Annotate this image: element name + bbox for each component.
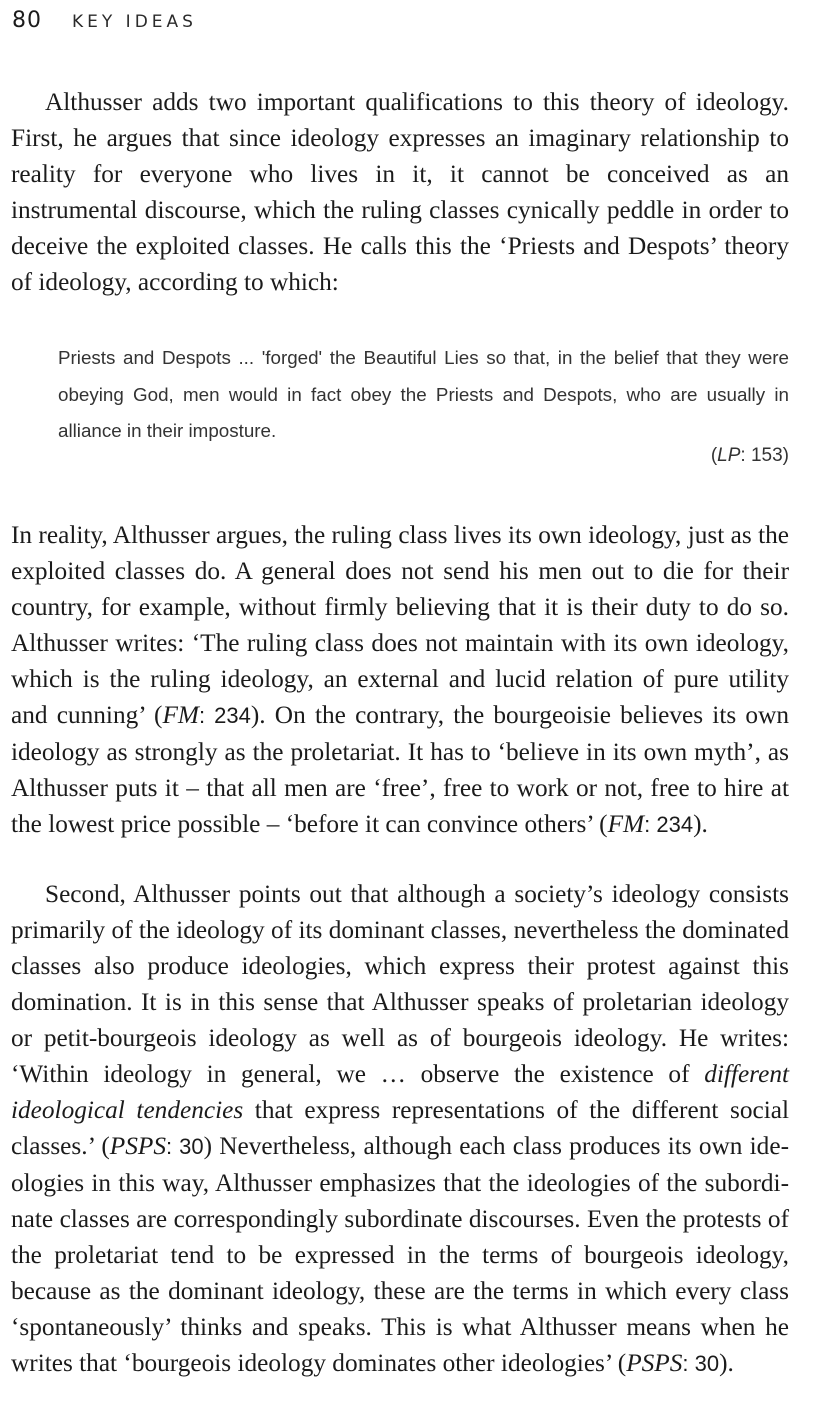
paragraph-3-part-2: that express representations of the different social classes.’ (	[11, 1096, 789, 1160]
paragraph-1-text: Althusser adds two important qualifications to this theory of ideology. First, he argues that since ideology expresses an imaginary relationship to reality for everyone who lives in it, it cannot be conceived as an instrumental discourse, which the ruling classes cynically peddle in order to deceive the exploited classes. He calls this the ‘Priests and Despots’ theory of ideology, according to which:	[11, 88, 789, 296]
paragraph-2-part-2: ). On the contrary, the bourgeoisie believes its own ideology as strongly as the proletariat. It has to ‘believe in its own myth’, as Althusser puts it – that all men are ‘free’, free to work or not, free to hire at the lowest price possible – ‘before it can convince others’ (	[11, 701, 789, 838]
citation-page: : 153)	[740, 445, 789, 466]
page-header	[12, 8, 197, 33]
paragraph-3-cite-1-source: PSPS	[109, 1132, 166, 1160]
paragraph-3	[11, 876, 789, 1382]
paragraph-2-cite-2-page: : 234	[644, 812, 694, 837]
paragraph-3-part-4: ).	[719, 1349, 734, 1377]
running-title: KEY IDEAS	[72, 12, 197, 32]
citation-open: (	[710, 445, 718, 466]
paragraph-3-cite-2-page: : 30	[682, 1351, 720, 1376]
page-number: 80	[12, 8, 42, 33]
paragraph-3-emphasis: different ideological tendencies	[11, 1060, 789, 1124]
paragraph-3-part-1: Second, Althusser points out that although a society’s ideology consists primarily of the ideology of its dominant classes, nevertheless the dominated classes also produce ideologies, which express their protest against this domination. It is in this sense that Althusser speaks of proletarian ideology or petit-bourgeois ideology as well as of bourgeois ideology. He writes: ‘Within ideology in general, we … observe the existence of	[11, 880, 789, 1088]
block-quote: Priests and Despots ... 'forged' the Beautiful Lies so that, in the belief that they were obeying God, men would in fact obey the Priests and Despots, who are usually in alliance in their imposture.	[58, 347, 789, 441]
paragraph-2-part-1: In reality, Althusser argues, the ruling class lives its own ideology, just as the exploited classes do. A general does not send his men out to die for their country, for example, without firmly believing that it is their duty to do so. Althusser writes: ‘The ruling class does not maintain with its own ideology, which is the ruling ideology, an external and lucid relation of pure utility and cunning’ (	[11, 521, 789, 729]
paragraph-1	[11, 84, 789, 300]
citation-source: LP	[717, 445, 741, 466]
paragraph-3-cite-1-page: : 30	[165, 1134, 204, 1159]
paragraph-2-cite-1-page: : 234	[198, 703, 251, 728]
paragraph-3-part-3: ) Nevertheless, although each class produces its own ideologies in this way, Althusser emphasizes that the ideologies of the subordinate classes are correspondingly subordinate discourses. Even the protests of the proletariat tend to be expressed in the terms of bourgeois ideology, because as the dominant ideology, these are the terms in which every class ‘spontaneously’ thinks and speaks. This is what Althusser means when he writes that ‘bourgeois ideology dominates other ideologies’ (	[11, 1132, 789, 1377]
paragraph-2-cite-2-source: FM	[607, 810, 645, 838]
paragraph-2-part-3: ).	[693, 810, 708, 838]
block-quote-citation	[711, 445, 789, 467]
paragraph-2-cite-1-source: FM	[162, 701, 199, 729]
paragraph-3-cite-2-source: PSPS	[626, 1349, 683, 1377]
paragraph-2	[11, 517, 789, 843]
